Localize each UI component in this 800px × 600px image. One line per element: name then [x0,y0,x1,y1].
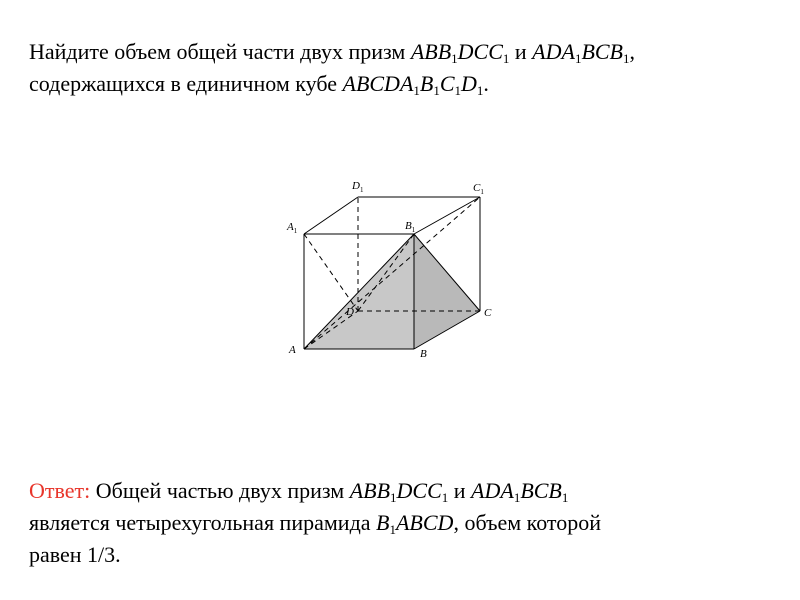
answer-conjunction: и [448,478,472,503]
answer-block [29,475,779,571]
prism-1-name: $ABB_1DCC_1$ [410,39,510,66]
answer-text-2: является четырехугольная пирамида [29,510,377,535]
answer-prism-2-name: $ADA_1BCB_1$ [471,478,569,505]
vertex-label-d: D [346,306,354,318]
pyramid-name: $B_1ABCD$ [376,510,454,537]
cube-diagram [280,175,510,365]
vertex-label-a1: $A_1$ [287,221,298,235]
answer-prism-1-name: $ABB_1DCC_1$ [349,478,449,505]
hidden-edge-a1d [304,234,358,311]
vertex-label-a: A [289,344,296,356]
answer-text-4: равен 1/3. [29,542,121,567]
pyramid-face-bcb1 [414,234,480,349]
prism-2-name: $ADA_1BCB_1$ [532,39,630,66]
vertex-label-d1: $D_1$ [352,180,364,194]
vertex-label-b: B [420,348,427,360]
vertex-label-c1: $C_1$ [473,182,484,196]
problem-comma: , [629,39,635,64]
cube-name: $ABCDA_1B_1C_1D_1$ [342,71,484,98]
edge-b1c1 [414,197,480,234]
answer-text-1: Общей частью двух призм [90,478,350,503]
edge-a1d1 [304,197,358,234]
vertex-label-c: C [484,307,492,319]
problem-text-2: содержащихся в единичном кубе [29,71,343,96]
cube-figure [280,175,510,365]
vertex-label-b1: $B_1$ [405,220,416,234]
answer-label: Ответ: [29,478,91,503]
problem-text-1: Найдите объем общей части двух призм [29,39,411,64]
problem-conjunction: и [509,39,533,64]
problem-statement [29,36,779,100]
answer-text-3: , объем которой [453,510,602,535]
problem-period: . [483,71,489,96]
